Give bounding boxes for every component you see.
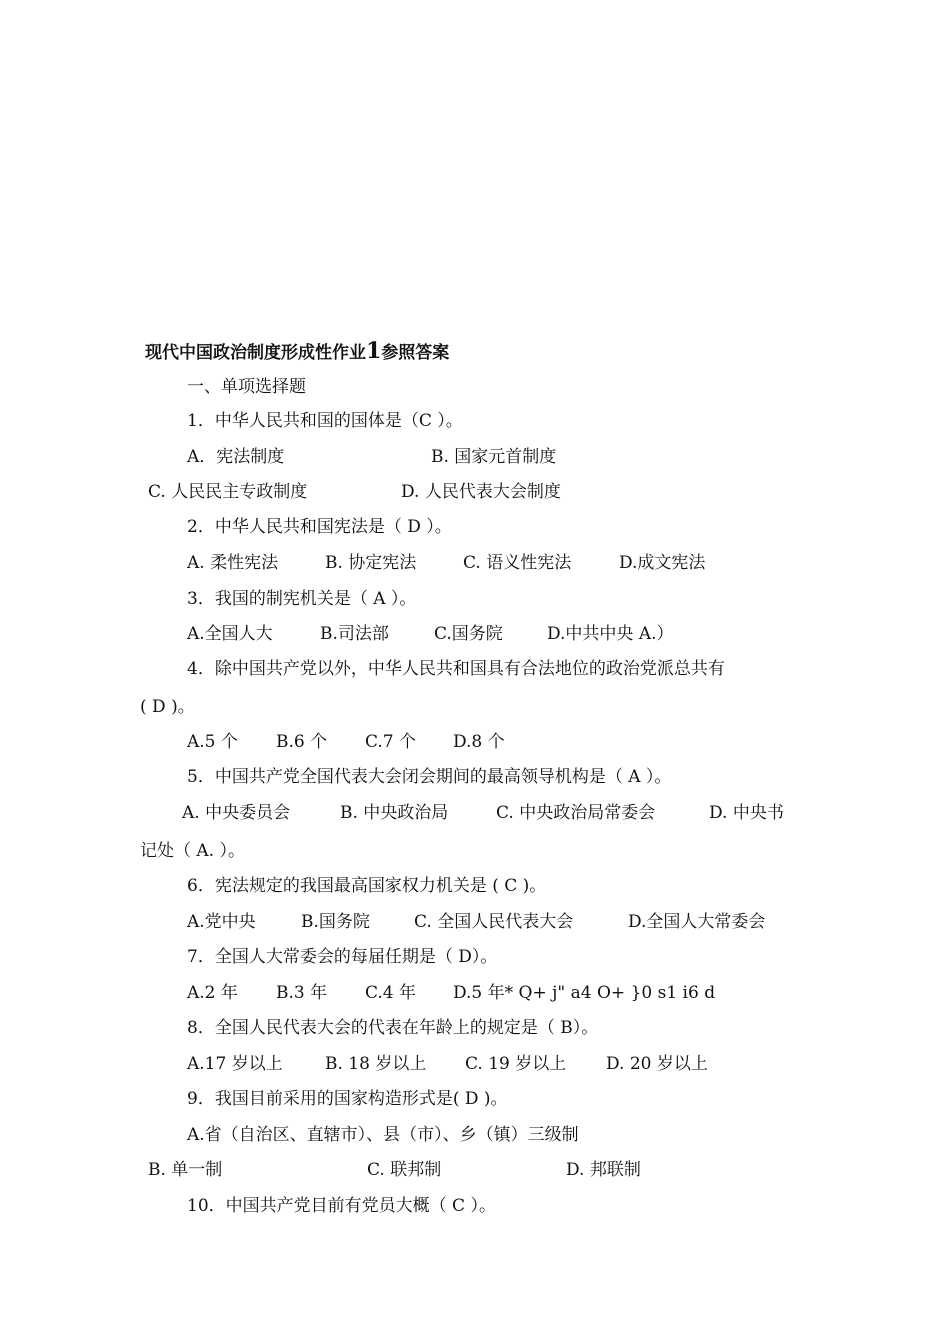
option: D.8 个 [453,732,505,752]
option: B.国务院 [301,912,370,932]
option: B. 中央政治局 [340,803,449,823]
question-stem: 6．宪法规定的我国最高国家权力机关是 ( C )。 [187,876,547,896]
option: A.17 岁以上 [187,1054,283,1074]
question-stem: 7．全国人大常委会的每届任期是（ D）。 [187,947,498,967]
option: A．宪法制度 [187,447,285,467]
option: A.2 年 [187,983,238,1003]
document-title [145,340,449,364]
title-number: 1 [366,338,382,364]
option: C.7 个 [365,732,417,752]
question-stem: 4．除中国共产党以外，中华人民共和国具有合法地位的政治党派总共有 [187,659,725,679]
question-stem-continued: ( D )。 [140,697,195,717]
title-suffix: 参照答案 [381,343,450,363]
option: D.全国人大常委会 [628,912,766,932]
option: C.国务院 [434,624,503,644]
question-stem: 9．我国目前采用的国家构造形式是( D )。 [187,1089,508,1109]
option: D. 中央书 [709,803,784,823]
option: A.5 个 [187,732,238,752]
question-stem: 8．全国人民代表大会的代表在年龄上的规定是（ B）。 [187,1018,599,1038]
question-stem: 3．我国的制宪机关是（ A ）。 [187,589,417,609]
option: B. 国家元首制度 [431,447,557,467]
option: D.中共中央 A.） [547,624,674,644]
question-stem: 1．中华人民共和国的国体是（C ）。 [187,411,463,431]
option: D. 人民代表大会制度 [401,482,561,502]
option: B.6 个 [276,732,328,752]
option-continued: 记处（ A. ）。 [140,841,245,861]
option: A.全国人大 [187,624,273,644]
option: C. 19 岁以上 [465,1054,567,1074]
option: C. 全国人民代表大会 [414,912,574,932]
option: C. 人民民主专政制度 [148,482,308,502]
option: A.省（自治区、直辖市）、县（市）、乡（镇）三级制 [187,1125,579,1145]
option: A.党中央 [187,912,256,932]
option: D. 20 岁以上 [606,1054,708,1074]
option: B.司法部 [320,624,389,644]
option: D. 邦联制 [566,1160,641,1180]
option: C. 中央政治局常委会 [496,803,656,823]
title-prefix: 现代中国政治制度形成性作业 [145,343,366,363]
question-stem: 10．中国共产党目前有党员大概（ C ）。 [187,1196,496,1216]
question-stem: 2．中华人民共和国宪法是（ D ）。 [187,517,452,537]
option: B. 协定宪法 [325,553,417,573]
section-heading: 一、单项选择题 [187,377,306,397]
option: A. 柔性宪法 [187,553,279,573]
option: D.5 年* Q+ j" a4 O+ }0 s1 i6 d [453,983,716,1003]
option: B.3 年 [276,983,328,1003]
option: D.成文宪法 [619,553,706,573]
option: A. 中央委员会 [182,803,291,823]
option: C.4 年 [365,983,417,1003]
option: C. 语义性宪法 [463,553,572,573]
question-stem: 5．中国共产党全国代表大会闭会期间的最高领导机构是（ A ）。 [187,767,672,787]
option: C. 联邦制 [367,1160,442,1180]
option: B. 单一制 [148,1160,223,1180]
option: B. 18 岁以上 [325,1054,427,1074]
